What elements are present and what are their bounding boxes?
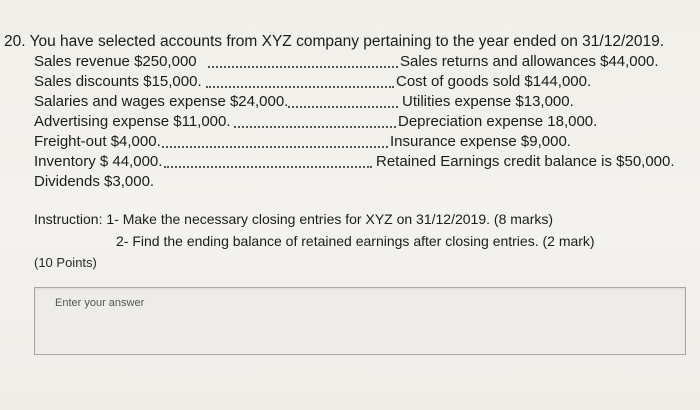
account-right: Depreciation expense 18,000. — [398, 113, 598, 130]
answer-input[interactable] — [34, 287, 686, 355]
dotted-leader — [164, 166, 372, 168]
question-header — [4, 33, 664, 51]
account-row — [34, 53, 684, 73]
dotted-leader — [288, 106, 398, 108]
account-left: Advertising expense $11,000. — [34, 113, 231, 130]
account-right: Utilities expense $13,000. — [402, 93, 574, 110]
account-right: Retained Earnings credit balance is $50,000. — [376, 153, 675, 170]
account-row — [34, 133, 684, 153]
answer-placeholder: Enter your answer — [55, 297, 145, 309]
question-number: 20. — [4, 33, 26, 50]
account-row — [34, 93, 684, 113]
account-row — [34, 73, 684, 93]
account-left: Inventory $ 44,000. — [34, 153, 163, 170]
account-left: Sales discounts $15,000. — [34, 73, 202, 90]
account-right: Cost of goods sold $144,000. — [396, 73, 592, 90]
dotted-leader — [162, 146, 388, 148]
account-row — [34, 113, 684, 133]
dotted-leader — [208, 66, 398, 68]
points-label: (10 Points) — [34, 255, 97, 270]
instruction-2: 2- Find the ending balance of retained earnings after closing entries. (2 mark) — [116, 233, 595, 249]
account-row — [34, 153, 684, 173]
dotted-leader — [206, 86, 394, 88]
dotted-leader — [234, 126, 396, 128]
account-left: Freight-out $4,000. — [34, 133, 161, 150]
instruction-1: Instruction: 1- Make the necessary closing entries for XYZ on 31/12/2019. (8 marks) — [34, 211, 554, 227]
account-left: Dividends $3,000. — [34, 173, 155, 190]
account-right: Insurance expense $9,000. — [390, 133, 571, 150]
account-left: Sales revenue $250,000 — [34, 53, 197, 70]
account-right: Sales returns and allowances $44,000. — [400, 53, 659, 70]
question-text: You have selected accounts from XYZ company pertaining to the year ended on 31/12/2019. — [29, 33, 665, 50]
account-row — [34, 173, 684, 193]
account-left: Salaries and wages expense $24,000. — [34, 93, 289, 110]
